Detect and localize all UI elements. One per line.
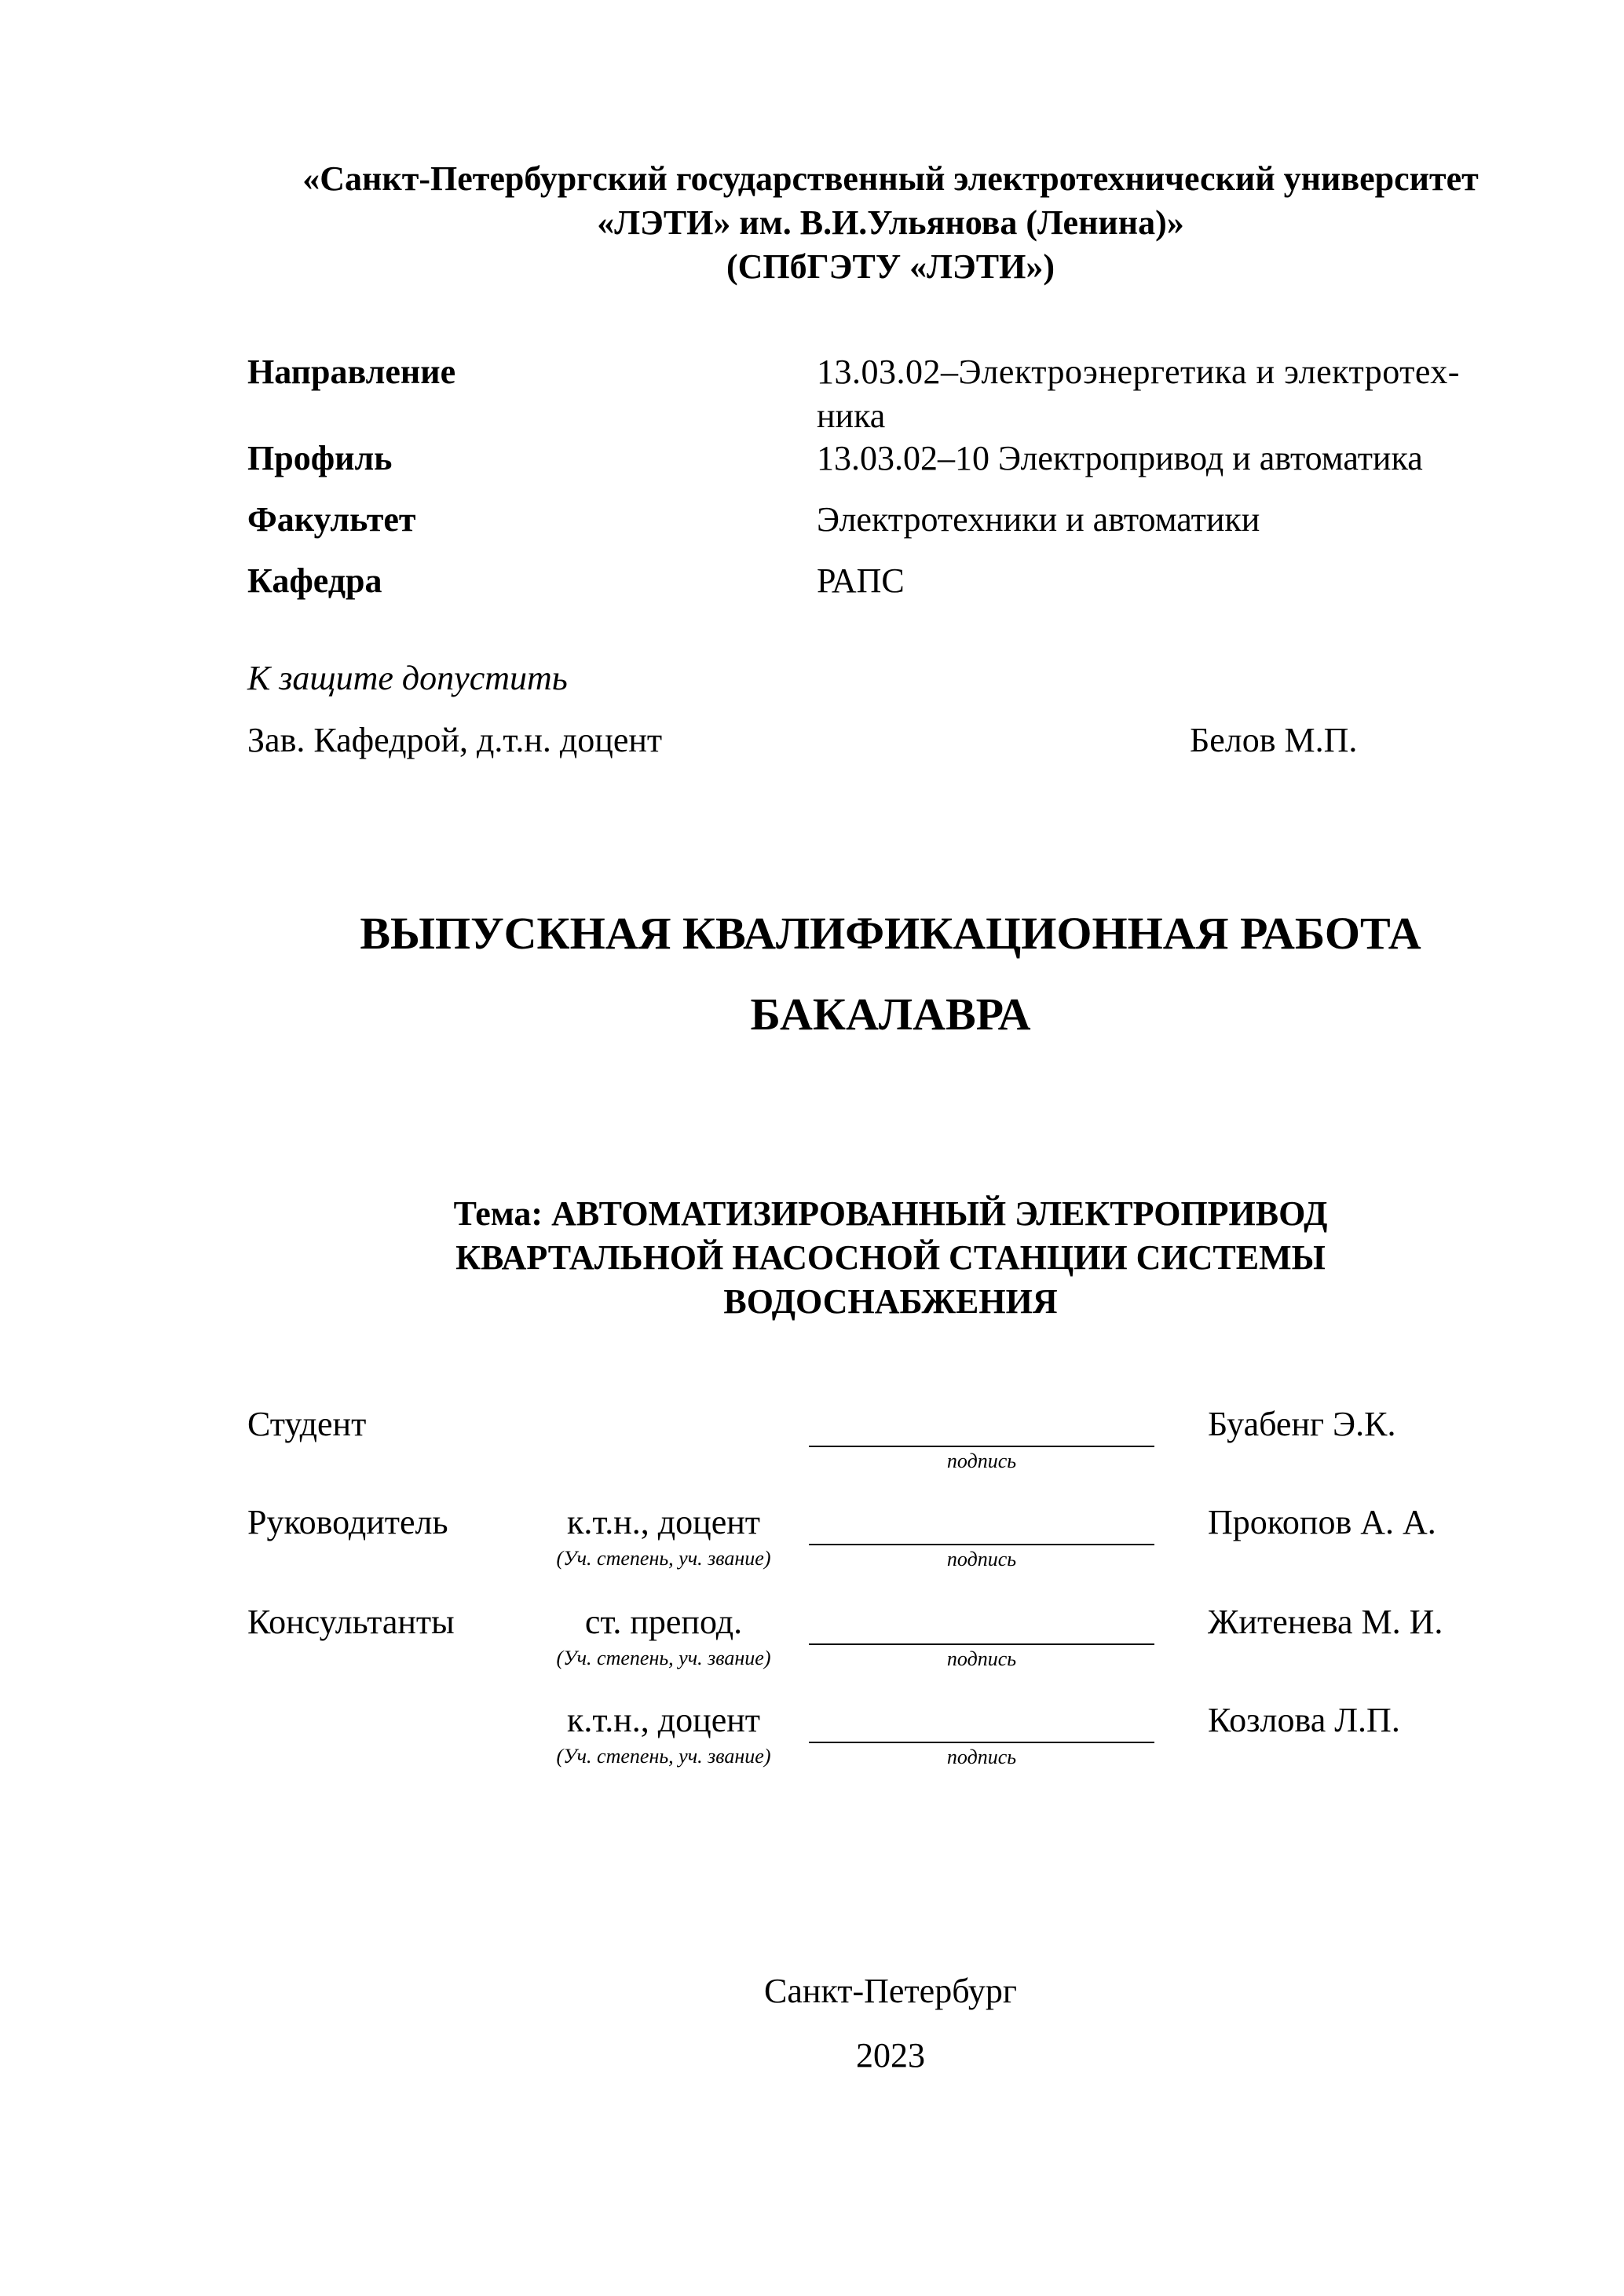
topic-line2: КВАРТАЛЬНОЙ НАСОСНОЙ СТАНЦИИ СИСТЕМЫ — [455, 1238, 1326, 1277]
student-signature-note: подпись — [946, 1450, 1017, 1472]
topic-line1: Тема: АВТОМАТИЗИРОВАННЫЙ ЭЛЕКТРОПРИВОД — [453, 1194, 1328, 1233]
student-name: Буабенг Э.К. — [1208, 1405, 1396, 1443]
year: 2023 — [856, 2036, 925, 2075]
supervisor-degree: к.т.н., доцент — [566, 1503, 761, 1541]
consultant-2-degree: к.т.н., доцент — [566, 1701, 761, 1739]
consultant-1-name: Житенева М. И. — [1208, 1603, 1443, 1641]
profile-value: 13.03.02–10 Электропривод и автоматика — [817, 439, 1423, 477]
student-role: Студент — [247, 1405, 367, 1443]
consultant-1-degree-note: (Уч. степень, уч. звание) — [556, 1647, 771, 1669]
supervisor-degree-note: (Уч. степень, уч. звание) — [556, 1547, 771, 1570]
head-of-department-position: Зав. Кафедрой, д.т.н. доцент — [247, 721, 663, 759]
supervisor-signature-line — [809, 1544, 1154, 1545]
university-name-line1: «Санкт-Петербургский государственный электротехнический университет — [302, 159, 1479, 198]
thesis-title-line1: ВЫПУСКНАЯ КВАЛИФИКАЦИОННАЯ РАБОТА — [360, 908, 1421, 959]
faculty-value: Электротехники и автоматики — [817, 500, 1260, 539]
direction-label: Направление — [247, 353, 456, 391]
university-header — [0, 157, 1624, 289]
student-signature-line — [809, 1446, 1154, 1447]
supervisor-name: Прокопов А. А. — [1208, 1503, 1436, 1541]
thesis-title-line2: БАКАЛАВРА — [750, 989, 1031, 1040]
profile-label: Профиль — [247, 439, 393, 477]
consultant-2-signature-note: подпись — [946, 1746, 1017, 1768]
city: Санкт-Петербург — [764, 1972, 1017, 2010]
thesis-topic — [0, 1192, 1624, 1324]
university-name-line2: «ЛЭТИ» им. В.И.Ульянова (Ленина)» — [597, 203, 1184, 242]
admission-label: К защите допустить — [247, 659, 568, 697]
consultant-2-name: Козлова Л.П. — [1208, 1701, 1400, 1739]
direction-value: 13.03.02–Электроэнергетика и электротех- — [817, 353, 1460, 391]
faculty-label: Факультет — [247, 500, 416, 539]
consultant-1-degree: ст. препод. — [584, 1603, 743, 1641]
head-of-department-name: Белов М.П. — [1190, 721, 1358, 759]
consultants-role: Консультанты — [247, 1603, 455, 1641]
consultant-2-degree-note: (Уч. степень, уч. звание) — [556, 1745, 771, 1768]
topic-line3: ВОДОСНАБЖЕНИЯ — [723, 1282, 1058, 1321]
department-label: Кафедра — [247, 561, 382, 600]
supervisor-role: Руководитель — [247, 1503, 448, 1541]
department-value: РАПС — [817, 561, 905, 600]
university-short-name: (СПбГЭТУ «ЛЭТИ») — [726, 247, 1055, 286]
direction-value-continued: ника — [817, 397, 886, 435]
supervisor-signature-note: подпись — [946, 1548, 1017, 1570]
consultant-2-signature-line — [809, 1742, 1154, 1743]
consultant-1-signature-line — [809, 1643, 1154, 1645]
consultant-1-signature-note: подпись — [946, 1647, 1017, 1670]
